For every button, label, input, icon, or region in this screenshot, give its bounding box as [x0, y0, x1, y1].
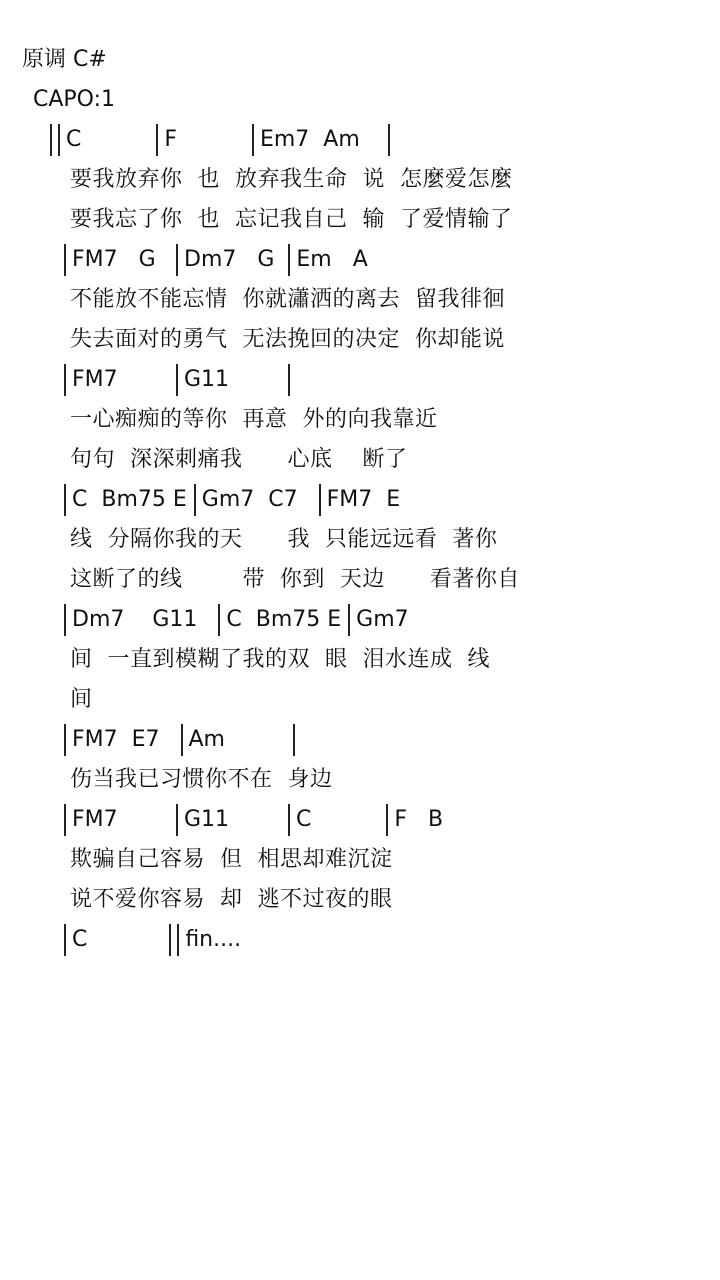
lyric-line — [0, 640, 720, 680]
lyric-line — [0, 880, 720, 920]
chord-line — [0, 240, 720, 280]
bar-line — [169, 924, 171, 956]
bar-line — [252, 124, 254, 156]
lyric-text: 间 — [70, 687, 93, 712]
chord-group: Em A — [296, 247, 368, 272]
chord-group: FM7 — [72, 807, 153, 832]
chord-group: F B — [394, 807, 444, 832]
lyric-text: 间 一直到模糊了我的双 眼 泪水连成 线 — [70, 647, 490, 672]
lyric-text: 句句 深深刺痛我 心底 断了 — [70, 447, 408, 472]
lyric-line — [0, 440, 720, 480]
bar-line — [50, 124, 52, 156]
chord-group: Gm7 C7 — [201, 487, 319, 512]
chord-group: Am — [188, 727, 260, 752]
chord-group: C — [296, 807, 347, 832]
lyric-line — [0, 560, 720, 600]
capo-label: CAPO:1 — [33, 87, 116, 112]
chord-group: C Bm75 E — [226, 607, 349, 632]
bar-line — [64, 484, 66, 516]
chord-group: C — [72, 927, 130, 952]
chord-group: fin.... — [185, 927, 242, 952]
bar-line — [64, 604, 66, 636]
key-line — [0, 40, 720, 80]
chord-group: Dm7 G11 — [72, 607, 219, 632]
lyric-text: 线 分隔你我的天 我 只能远远看 著你 — [70, 527, 498, 552]
chord-line — [0, 920, 720, 960]
bar-line — [156, 124, 158, 156]
lyric-line — [0, 280, 720, 320]
chord-line — [0, 480, 720, 520]
chord-group: F — [164, 127, 212, 152]
lyric-text: 不能放不能忘情 你就瀟洒的离去 留我徘徊 — [70, 287, 505, 312]
lyric-text: 要我放弃你 也 放弃我生命 说 怎麼爱怎麼 — [70, 167, 513, 192]
bar-line — [386, 804, 388, 836]
chord-line — [0, 800, 720, 840]
bar-line — [181, 724, 183, 756]
bar-line — [288, 804, 290, 836]
chord-sheet — [0, 40, 720, 960]
bar-line — [194, 484, 196, 516]
chord-line — [0, 360, 720, 400]
bar-line — [319, 484, 321, 516]
bar-line — [64, 724, 66, 756]
chord-group: FM7 G — [72, 247, 170, 272]
bar-line — [64, 924, 66, 956]
chord-line — [0, 720, 720, 760]
bar-line — [348, 604, 350, 636]
bar-line — [64, 804, 66, 836]
original-key: 原调 C# — [22, 47, 107, 72]
bar-line — [293, 724, 295, 756]
lyric-line — [0, 200, 720, 240]
lyric-line — [0, 160, 720, 200]
lyric-line — [0, 320, 720, 360]
chord-group: G11 — [184, 807, 258, 832]
lyric-text: 欺骗自己容易 但 相思却难沉淀 — [70, 847, 393, 872]
bar-line — [288, 244, 290, 276]
chord-group: Em7 Am — [259, 127, 388, 152]
lyric-line — [0, 520, 720, 560]
chord-group: Gm7 — [356, 607, 409, 632]
lyric-text: 要我忘了你 也 忘记我自己 输 了爱情输了 — [70, 207, 513, 232]
lyric-text: 这断了的线 带 你到 天边 看著你自 — [70, 567, 520, 592]
bar-line — [388, 124, 390, 156]
lyric-line — [0, 760, 720, 800]
bar-line — [64, 244, 66, 276]
bar-line — [64, 364, 66, 396]
bar-line — [218, 604, 220, 636]
bar-line — [176, 804, 178, 836]
lyric-line — [0, 840, 720, 880]
bar-line — [176, 244, 178, 276]
chord-group: C Bm75 E — [72, 487, 194, 512]
chord-group: C — [66, 127, 117, 152]
chord-group: FM7 E7 — [72, 727, 181, 752]
capo-line — [0, 80, 720, 120]
chord-group: FM7 — [72, 367, 160, 392]
bar-line — [177, 924, 179, 956]
lyric-text: 说不爱你容易 却 逃不过夜的眼 — [70, 887, 393, 912]
chord-line — [0, 120, 720, 160]
lyric-line — [0, 400, 720, 440]
lyric-text: 失去面对的勇气 无法挽回的决定 你却能说 — [70, 327, 505, 352]
chord-group: FM7 E — [326, 487, 401, 512]
bar-line — [288, 364, 290, 396]
lyric-text: 一心痴痴的等你 再意 外的向我靠近 — [70, 407, 438, 432]
lyric-line — [0, 680, 720, 720]
chord-line — [0, 600, 720, 640]
lyric-text: 伤当我已习惯你不在 身边 — [70, 767, 333, 792]
bar-line — [176, 364, 178, 396]
chord-group: G11 — [184, 367, 258, 392]
bar-line — [58, 124, 60, 156]
chord-group: Dm7 G — [184, 247, 289, 272]
